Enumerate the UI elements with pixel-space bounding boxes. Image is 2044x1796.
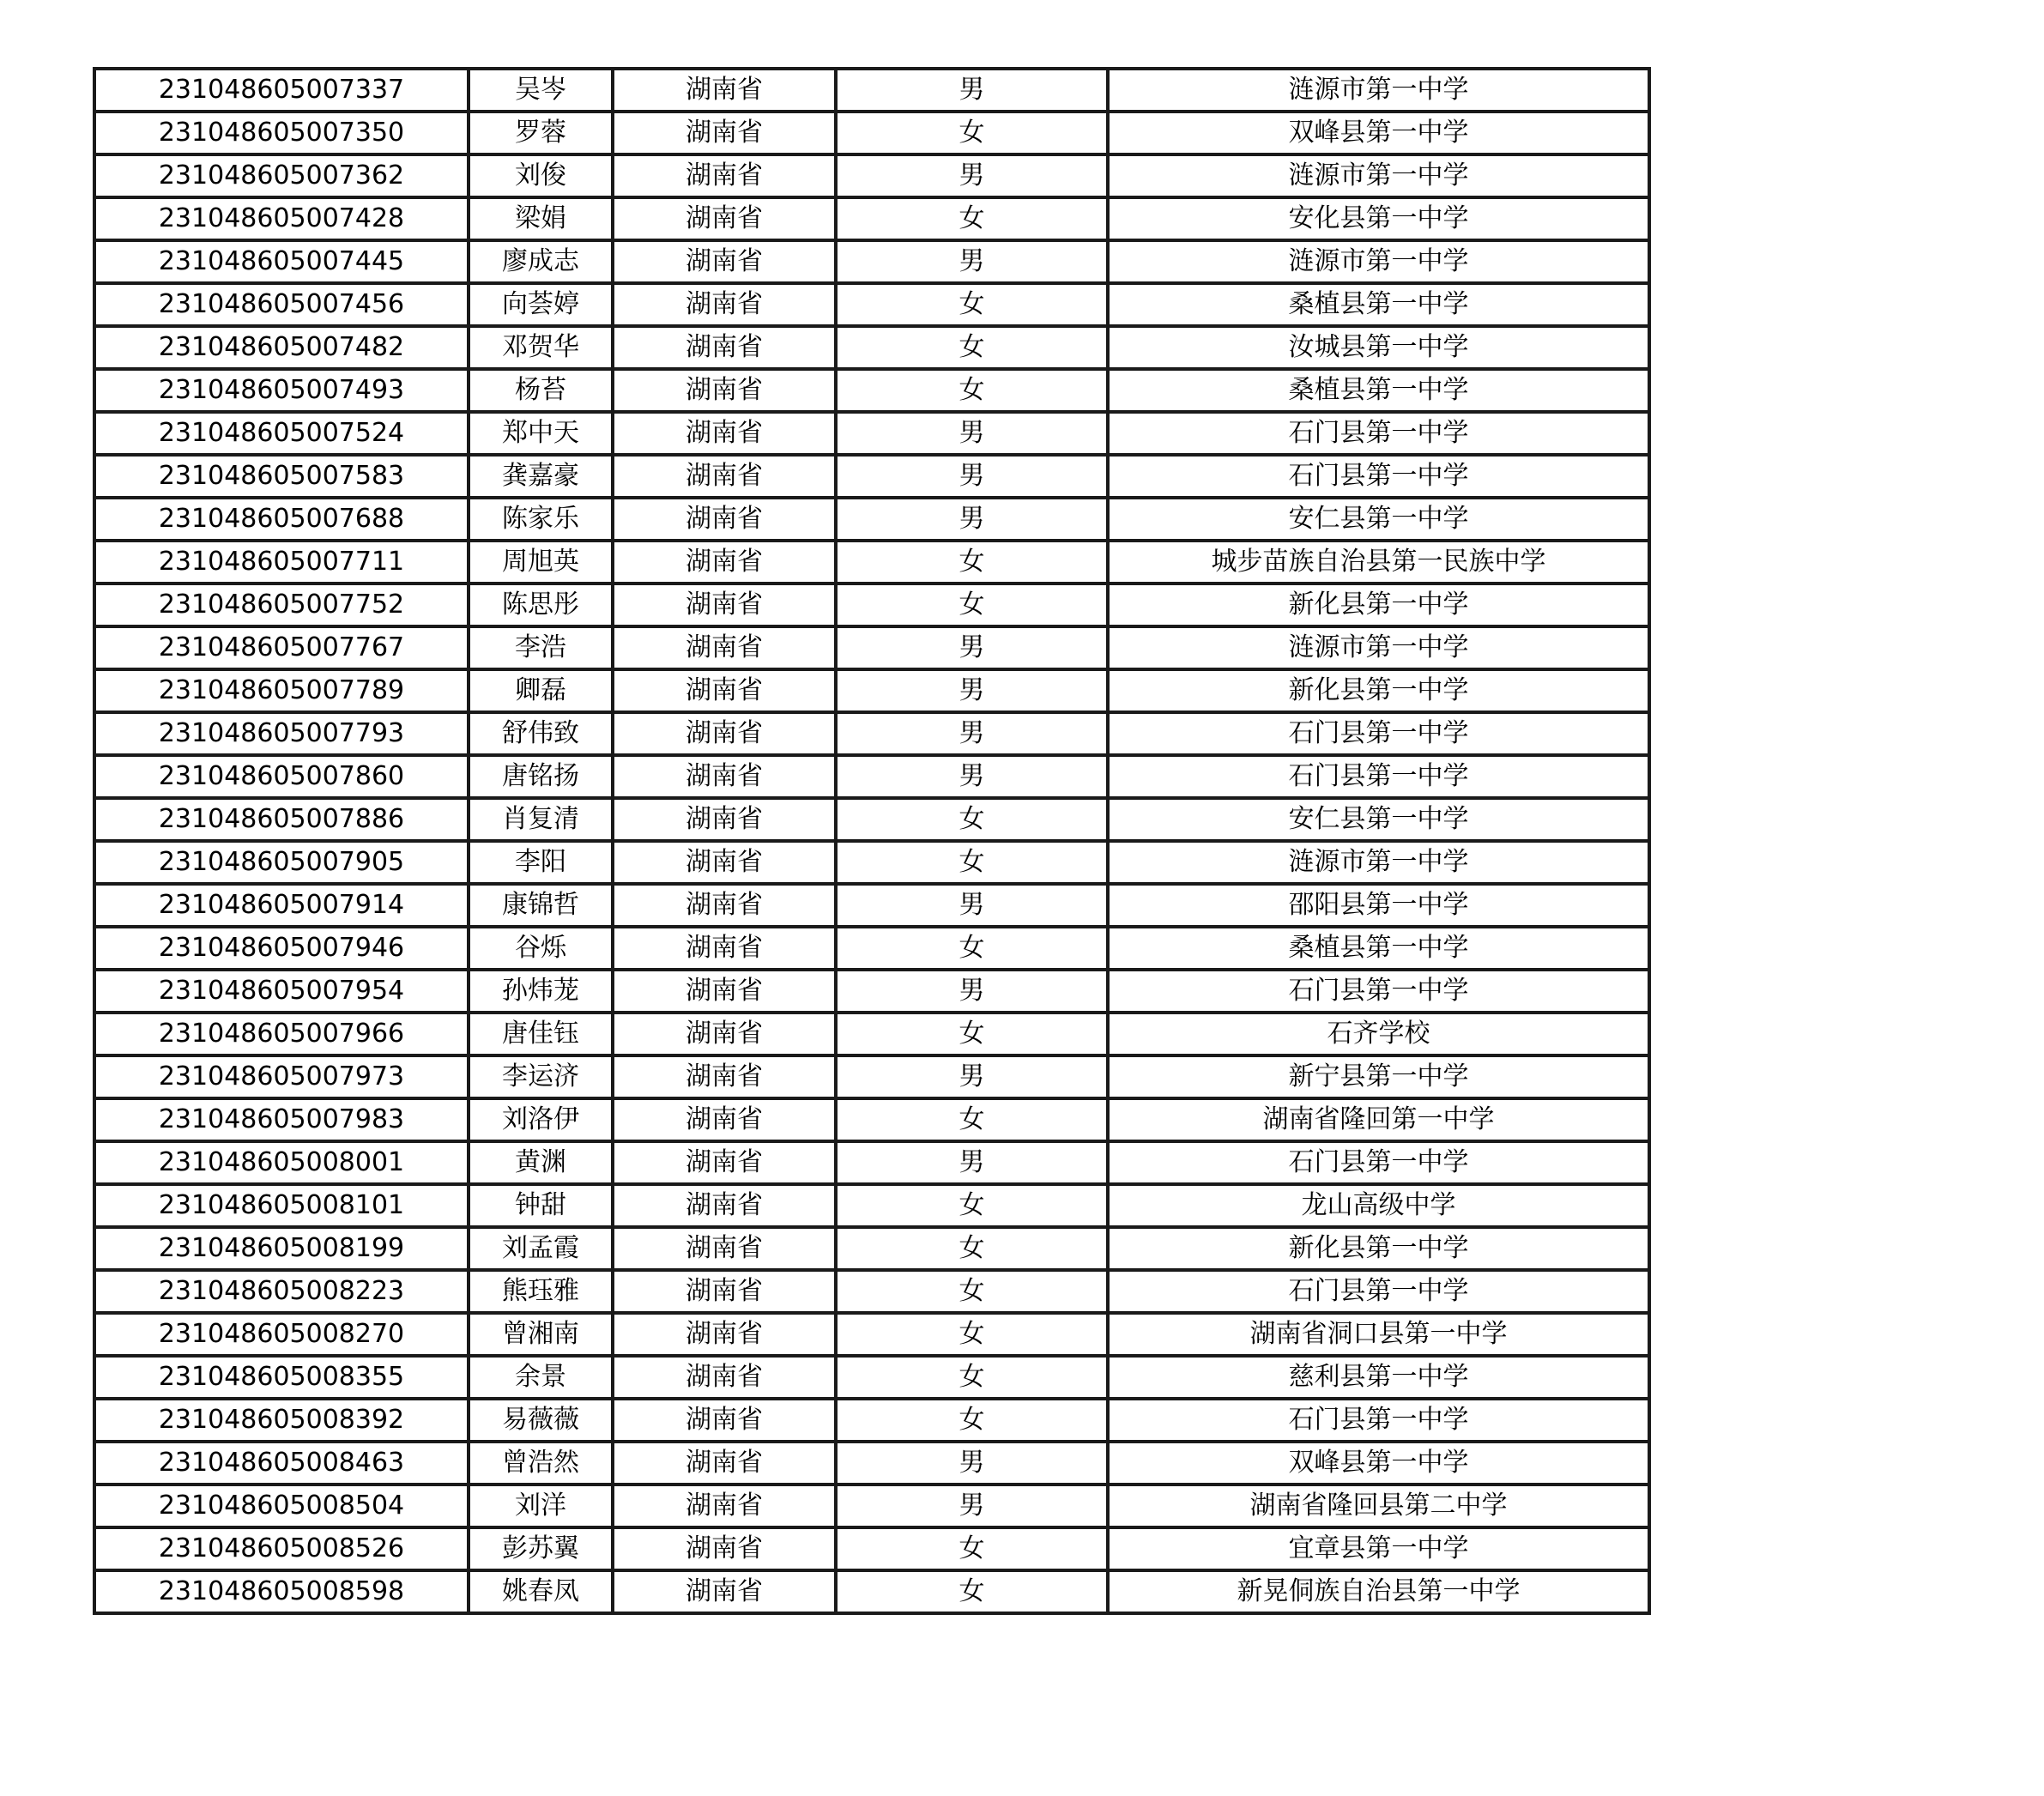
exam-id-cell: 231048605008001 xyxy=(94,1141,469,1184)
name-cell: 向荟婷 xyxy=(469,283,613,326)
province-cell: 湖南省 xyxy=(613,1184,836,1227)
gender-cell: 男 xyxy=(836,1485,1108,1527)
gender-cell: 女 xyxy=(836,283,1108,326)
gender-cell: 女 xyxy=(836,112,1108,154)
school-cell: 邵阳县第一中学 xyxy=(1108,884,1649,927)
name-cell: 吴岑 xyxy=(469,69,613,112)
gender-cell: 女 xyxy=(836,1270,1108,1313)
province-cell: 湖南省 xyxy=(613,240,836,283)
exam-id-cell: 231048605007966 xyxy=(94,1013,469,1055)
province-cell: 湖南省 xyxy=(613,498,836,541)
gender-cell: 男 xyxy=(836,455,1108,498)
gender-cell: 女 xyxy=(836,1399,1108,1442)
name-cell: 肖复清 xyxy=(469,798,613,841)
school-cell: 慈利县第一中学 xyxy=(1108,1356,1649,1399)
name-cell: 黄渊 xyxy=(469,1141,613,1184)
table-row xyxy=(94,1356,1649,1399)
table-row xyxy=(94,884,1649,927)
school-cell: 新化县第一中学 xyxy=(1108,584,1649,626)
province-cell: 湖南省 xyxy=(613,1356,836,1399)
exam-id-cell: 231048605007445 xyxy=(94,240,469,283)
gender-cell: 男 xyxy=(836,626,1108,669)
name-cell: 李浩 xyxy=(469,626,613,669)
province-cell: 湖南省 xyxy=(613,1270,836,1313)
table-row xyxy=(94,798,1649,841)
table-row xyxy=(94,1527,1649,1570)
name-cell: 唐铭扬 xyxy=(469,755,613,798)
table-row xyxy=(94,970,1649,1013)
exam-id-cell: 231048605007428 xyxy=(94,197,469,240)
gender-cell: 女 xyxy=(836,326,1108,369)
exam-id-cell: 231048605007973 xyxy=(94,1055,469,1098)
name-cell: 彭苏翼 xyxy=(469,1527,613,1570)
gender-cell: 男 xyxy=(836,669,1108,712)
gender-cell: 女 xyxy=(836,1527,1108,1570)
exam-id-cell: 231048605007337 xyxy=(94,69,469,112)
table-row xyxy=(94,755,1649,798)
name-cell: 杨苔 xyxy=(469,369,613,412)
province-cell: 湖南省 xyxy=(613,798,836,841)
exam-id-cell: 231048605008526 xyxy=(94,1527,469,1570)
table-row xyxy=(94,69,1649,112)
province-cell: 湖南省 xyxy=(613,1055,836,1098)
exam-id-cell: 231048605007914 xyxy=(94,884,469,927)
table-row xyxy=(94,369,1649,412)
province-cell: 湖南省 xyxy=(613,927,836,970)
table-row xyxy=(94,283,1649,326)
table-row xyxy=(94,326,1649,369)
gender-cell: 男 xyxy=(836,240,1108,283)
province-cell: 湖南省 xyxy=(613,584,836,626)
province-cell: 湖南省 xyxy=(613,283,836,326)
province-cell: 湖南省 xyxy=(613,1013,836,1055)
exam-id-cell: 231048605007793 xyxy=(94,712,469,755)
gender-cell: 女 xyxy=(836,1570,1108,1613)
school-cell: 湖南省洞口县第一中学 xyxy=(1108,1313,1649,1356)
gender-cell: 男 xyxy=(836,1141,1108,1184)
gender-cell: 男 xyxy=(836,1442,1108,1485)
school-cell: 涟源市第一中学 xyxy=(1108,240,1649,283)
name-cell: 刘洋 xyxy=(469,1485,613,1527)
table-row xyxy=(94,1399,1649,1442)
gender-cell: 女 xyxy=(836,1184,1108,1227)
table-row xyxy=(94,584,1649,626)
exam-id-cell: 231048605007886 xyxy=(94,798,469,841)
gender-cell: 男 xyxy=(836,884,1108,927)
school-cell: 石门县第一中学 xyxy=(1108,1399,1649,1442)
table-row xyxy=(94,412,1649,455)
province-cell: 湖南省 xyxy=(613,541,836,584)
name-cell: 廖成志 xyxy=(469,240,613,283)
name-cell: 姚春凤 xyxy=(469,1570,613,1613)
province-cell: 湖南省 xyxy=(613,1442,836,1485)
school-cell: 涟源市第一中学 xyxy=(1108,841,1649,884)
table-row xyxy=(94,669,1649,712)
gender-cell: 男 xyxy=(836,69,1108,112)
gender-cell: 男 xyxy=(836,154,1108,197)
gender-cell: 女 xyxy=(836,1356,1108,1399)
name-cell: 刘俊 xyxy=(469,154,613,197)
name-cell: 罗蓉 xyxy=(469,112,613,154)
exam-id-cell: 231048605008355 xyxy=(94,1356,469,1399)
school-cell: 湖南省隆回第一中学 xyxy=(1108,1098,1649,1141)
exam-id-cell: 231048605008101 xyxy=(94,1184,469,1227)
gender-cell: 女 xyxy=(836,197,1108,240)
roster-body xyxy=(94,69,1649,1613)
school-cell: 湖南省隆回县第二中学 xyxy=(1108,1485,1649,1527)
table-row xyxy=(94,626,1649,669)
province-cell: 湖南省 xyxy=(613,626,836,669)
exam-id-cell: 231048605008199 xyxy=(94,1227,469,1270)
gender-cell: 男 xyxy=(836,712,1108,755)
exam-id-cell: 231048605008598 xyxy=(94,1570,469,1613)
school-cell: 石门县第一中学 xyxy=(1108,455,1649,498)
school-cell: 宜章县第一中学 xyxy=(1108,1527,1649,1570)
province-cell: 湖南省 xyxy=(613,712,836,755)
school-cell: 新宁县第一中学 xyxy=(1108,1055,1649,1098)
table-row xyxy=(94,1227,1649,1270)
province-cell: 湖南省 xyxy=(613,69,836,112)
exam-id-cell: 231048605007362 xyxy=(94,154,469,197)
province-cell: 湖南省 xyxy=(613,1527,836,1570)
name-cell: 孙炜茏 xyxy=(469,970,613,1013)
school-cell: 石齐学校 xyxy=(1108,1013,1649,1055)
name-cell: 舒伟致 xyxy=(469,712,613,755)
exam-id-cell: 231048605007946 xyxy=(94,927,469,970)
gender-cell: 男 xyxy=(836,755,1108,798)
province-cell: 湖南省 xyxy=(613,197,836,240)
province-cell: 湖南省 xyxy=(613,369,836,412)
exam-id-cell: 231048605008463 xyxy=(94,1442,469,1485)
exam-id-cell: 231048605007482 xyxy=(94,326,469,369)
exam-id-cell: 231048605007860 xyxy=(94,755,469,798)
table-row xyxy=(94,712,1649,755)
name-cell: 李运济 xyxy=(469,1055,613,1098)
exam-id-cell: 231048605007752 xyxy=(94,584,469,626)
gender-cell: 女 xyxy=(836,369,1108,412)
exam-id-cell: 231048605008392 xyxy=(94,1399,469,1442)
school-cell: 石门县第一中学 xyxy=(1108,1141,1649,1184)
school-cell: 石门县第一中学 xyxy=(1108,712,1649,755)
province-cell: 湖南省 xyxy=(613,112,836,154)
gender-cell: 男 xyxy=(836,970,1108,1013)
name-cell: 卿磊 xyxy=(469,669,613,712)
table-row xyxy=(94,1442,1649,1485)
gender-cell: 女 xyxy=(836,584,1108,626)
table-row xyxy=(94,154,1649,197)
table-row xyxy=(94,927,1649,970)
school-cell: 城步苗族自治县第一民族中学 xyxy=(1108,541,1649,584)
gender-cell: 女 xyxy=(836,1313,1108,1356)
school-cell: 石门县第一中学 xyxy=(1108,412,1649,455)
province-cell: 湖南省 xyxy=(613,1485,836,1527)
province-cell: 湖南省 xyxy=(613,1313,836,1356)
school-cell: 安仁县第一中学 xyxy=(1108,798,1649,841)
province-cell: 湖南省 xyxy=(613,412,836,455)
table-row xyxy=(94,112,1649,154)
school-cell: 新化县第一中学 xyxy=(1108,669,1649,712)
exam-id-cell: 231048605007767 xyxy=(94,626,469,669)
exam-id-cell: 231048605008504 xyxy=(94,1485,469,1527)
exam-id-cell: 231048605007954 xyxy=(94,970,469,1013)
gender-cell: 男 xyxy=(836,498,1108,541)
exam-id-cell: 231048605007524 xyxy=(94,412,469,455)
province-cell: 湖南省 xyxy=(613,1098,836,1141)
table-row xyxy=(94,1313,1649,1356)
province-cell: 湖南省 xyxy=(613,1570,836,1613)
gender-cell: 女 xyxy=(836,1098,1108,1141)
school-cell: 石门县第一中学 xyxy=(1108,755,1649,798)
exam-id-cell: 231048605007456 xyxy=(94,283,469,326)
exam-id-cell: 231048605008270 xyxy=(94,1313,469,1356)
province-cell: 湖南省 xyxy=(613,669,836,712)
table-row xyxy=(94,1013,1649,1055)
province-cell: 湖南省 xyxy=(613,1141,836,1184)
name-cell: 梁娟 xyxy=(469,197,613,240)
exam-id-cell: 231048605007493 xyxy=(94,369,469,412)
name-cell: 郑中天 xyxy=(469,412,613,455)
exam-id-cell: 231048605007688 xyxy=(94,498,469,541)
exam-id-cell: 231048605007789 xyxy=(94,669,469,712)
name-cell: 康锦哲 xyxy=(469,884,613,927)
table-row xyxy=(94,1570,1649,1613)
name-cell: 熊珏雅 xyxy=(469,1270,613,1313)
table-row xyxy=(94,1184,1649,1227)
school-cell: 桑植县第一中学 xyxy=(1108,283,1649,326)
gender-cell: 女 xyxy=(836,541,1108,584)
gender-cell: 男 xyxy=(836,1055,1108,1098)
exam-id-cell: 231048605008223 xyxy=(94,1270,469,1313)
name-cell: 陈家乐 xyxy=(469,498,613,541)
province-cell: 湖南省 xyxy=(613,755,836,798)
roster-table xyxy=(93,67,1651,1615)
province-cell: 湖南省 xyxy=(613,1227,836,1270)
province-cell: 湖南省 xyxy=(613,970,836,1013)
name-cell: 李阳 xyxy=(469,841,613,884)
province-cell: 湖南省 xyxy=(613,1399,836,1442)
table-row xyxy=(94,197,1649,240)
school-cell: 新化县第一中学 xyxy=(1108,1227,1649,1270)
name-cell: 曾湘南 xyxy=(469,1313,613,1356)
school-cell: 桑植县第一中学 xyxy=(1108,927,1649,970)
table-row xyxy=(94,1055,1649,1098)
school-cell: 安化县第一中学 xyxy=(1108,197,1649,240)
table-row xyxy=(94,455,1649,498)
school-cell: 安仁县第一中学 xyxy=(1108,498,1649,541)
name-cell: 刘孟霞 xyxy=(469,1227,613,1270)
exam-id-cell: 231048605007983 xyxy=(94,1098,469,1141)
exam-id-cell: 231048605007711 xyxy=(94,541,469,584)
name-cell: 陈思彤 xyxy=(469,584,613,626)
school-cell: 石门县第一中学 xyxy=(1108,1270,1649,1313)
school-cell: 涟源市第一中学 xyxy=(1108,154,1649,197)
exam-id-cell: 231048605007905 xyxy=(94,841,469,884)
province-cell: 湖南省 xyxy=(613,455,836,498)
name-cell: 钟甜 xyxy=(469,1184,613,1227)
name-cell: 曾浩然 xyxy=(469,1442,613,1485)
school-cell: 双峰县第一中学 xyxy=(1108,112,1649,154)
province-cell: 湖南省 xyxy=(613,884,836,927)
school-cell: 涟源市第一中学 xyxy=(1108,69,1649,112)
school-cell: 石门县第一中学 xyxy=(1108,970,1649,1013)
table-row xyxy=(94,498,1649,541)
exam-id-cell: 231048605007350 xyxy=(94,112,469,154)
school-cell: 汝城县第一中学 xyxy=(1108,326,1649,369)
table-row xyxy=(94,1141,1649,1184)
table-row xyxy=(94,1270,1649,1313)
school-cell: 龙山高级中学 xyxy=(1108,1184,1649,1227)
school-cell: 双峰县第一中学 xyxy=(1108,1442,1649,1485)
gender-cell: 女 xyxy=(836,1227,1108,1270)
exam-id-cell: 231048605007583 xyxy=(94,455,469,498)
gender-cell: 女 xyxy=(836,927,1108,970)
table-row xyxy=(94,1098,1649,1141)
gender-cell: 男 xyxy=(836,412,1108,455)
gender-cell: 女 xyxy=(836,1013,1108,1055)
school-cell: 桑植县第一中学 xyxy=(1108,369,1649,412)
name-cell: 龚嘉豪 xyxy=(469,455,613,498)
province-cell: 湖南省 xyxy=(613,154,836,197)
table-row xyxy=(94,841,1649,884)
name-cell: 刘洛伊 xyxy=(469,1098,613,1141)
school-cell: 新晃侗族自治县第一中学 xyxy=(1108,1570,1649,1613)
name-cell: 周旭英 xyxy=(469,541,613,584)
gender-cell: 女 xyxy=(836,841,1108,884)
table-row xyxy=(94,1485,1649,1527)
name-cell: 谷烁 xyxy=(469,927,613,970)
table-row xyxy=(94,541,1649,584)
name-cell: 邓贺华 xyxy=(469,326,613,369)
table-row xyxy=(94,240,1649,283)
name-cell: 易薇薇 xyxy=(469,1399,613,1442)
name-cell: 余景 xyxy=(469,1356,613,1399)
school-cell: 涟源市第一中学 xyxy=(1108,626,1649,669)
gender-cell: 女 xyxy=(836,798,1108,841)
province-cell: 湖南省 xyxy=(613,326,836,369)
province-cell: 湖南省 xyxy=(613,841,836,884)
name-cell: 唐佳钰 xyxy=(469,1013,613,1055)
